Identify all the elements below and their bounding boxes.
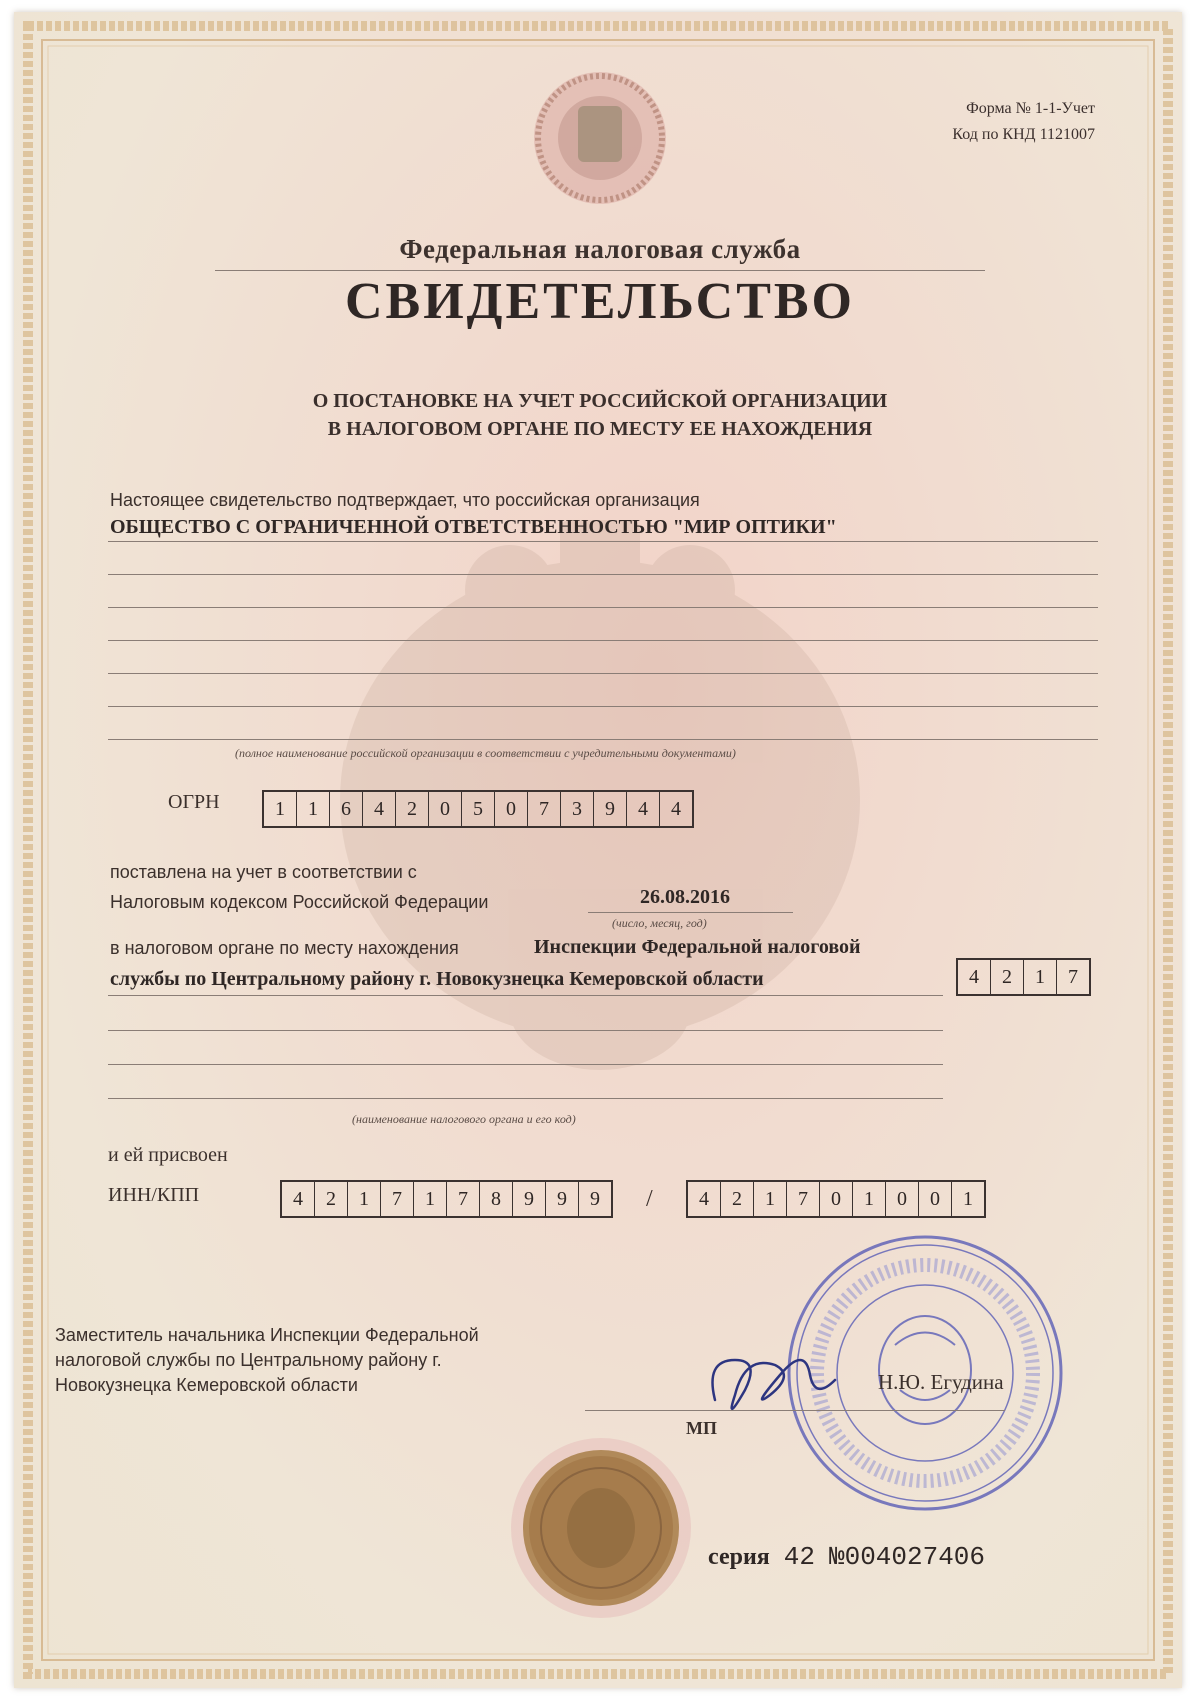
kpp-digit: 0 <box>820 1182 853 1216</box>
series-label: серия <box>708 1544 770 1570</box>
signatory-position-line-2: налоговой службы по Центральному району г. <box>55 1350 442 1370</box>
inn-digit: 9 <box>513 1182 546 1216</box>
tax-code-digit: 4 <box>958 960 991 994</box>
inn-digit: 9 <box>546 1182 579 1216</box>
assigned-text: и ей присвоен <box>108 1144 228 1166</box>
kpp-digit: 4 <box>688 1182 721 1216</box>
document-title: СВИДЕТЕЛЬСТВО <box>344 273 856 330</box>
ogrn-digit: 5 <box>462 792 495 826</box>
organization-caption: (полное наименование российской организации в соответствии с учредительными документами) <box>235 746 736 760</box>
ogrn-digit: 1 <box>297 792 330 826</box>
form-number: Форма № 1-1-Учет <box>966 100 1095 117</box>
tax-authority-prefix: в налоговом органе по месту нахождения <box>110 938 459 958</box>
tax-authority-name-line-1: Инспекции Федеральной налоговой <box>534 936 861 958</box>
org-line-7 <box>108 739 1098 740</box>
inn-kpp-label: ИНН/КПП <box>108 1184 200 1206</box>
signatory-name: Н.Ю. Егудина <box>878 1370 1004 1394</box>
date-caption: (число, месяц, год) <box>612 916 707 930</box>
inn-digit: 9 <box>590 1187 600 1210</box>
org-line-5 <box>108 673 1098 674</box>
tax-authority-caption: (наименование налогового органа и его код) <box>352 1112 576 1126</box>
gold-seal-icon <box>511 1438 691 1618</box>
series-row <box>708 1542 985 1572</box>
inn-digits <box>280 1180 613 1218</box>
kpp-digit: 1 <box>754 1182 787 1216</box>
inn-digit: 8 <box>480 1182 513 1216</box>
ogrn-digit: 4 <box>363 792 396 826</box>
kpp-digit: 2 <box>721 1182 754 1216</box>
signature-line <box>585 1410 1005 1411</box>
signatory-position-line-1: Заместитель начальника Инспекции Федеральной <box>55 1325 479 1345</box>
tax-line-4 <box>108 1098 943 1099</box>
ogrn-label: ОГРН <box>168 791 220 813</box>
ogrn-digit: 6 <box>330 792 363 826</box>
inn-digit: 1 <box>414 1182 447 1216</box>
kpp-digit: 0 <box>886 1182 919 1216</box>
registration-line-1: поставлена на учет в соответствии с <box>110 862 417 882</box>
ogrn-digits <box>262 790 694 828</box>
tax-line-1 <box>108 995 943 996</box>
ogrn-digit: 0 <box>429 792 462 826</box>
kpp-digits <box>686 1180 986 1218</box>
tax-line-2 <box>108 1030 943 1031</box>
inn-kpp-separator: / <box>646 1186 653 1212</box>
inn-digit: 7 <box>381 1182 414 1216</box>
kpp-digit: 0 <box>919 1182 952 1216</box>
subtitle-line-2: В НАЛОГОВОМ ОРГАНЕ ПО МЕСТУ ЕЕ НАХОЖДЕНИЯ <box>327 418 873 440</box>
series-number: 42 <box>783 1542 815 1572</box>
tax-authority-name-line-2: службы по Центральному району г. Новокузнецка Кемеровской области <box>110 968 764 990</box>
ogrn-digit: 2 <box>396 792 429 826</box>
tax-code-digit: 2 <box>991 960 1024 994</box>
kpp-digit: 1 <box>853 1182 886 1216</box>
inn-digit: 4 <box>282 1182 315 1216</box>
org-line-4 <box>108 640 1098 641</box>
tax-code-digit: 1 <box>1024 960 1057 994</box>
ogrn-digit: 7 <box>528 792 561 826</box>
registration-date: 26.08.2016 <box>640 886 730 908</box>
intro-text: Настоящее свидетельство подтверждает, что российская организация <box>110 490 700 510</box>
tax-code-digit: 7 <box>1068 965 1078 988</box>
inn-digit: 7 <box>447 1182 480 1216</box>
date-underline <box>588 912 793 913</box>
ogrn-digit: 4 <box>671 797 681 820</box>
kpp-digit: 1 <box>963 1187 973 1210</box>
ogrn-digit: 0 <box>495 792 528 826</box>
kpp-digit: 7 <box>787 1182 820 1216</box>
seal-placement-label: МП <box>686 1418 717 1438</box>
organization-name: ОБЩЕСТВО С ОГРАНИЧЕННОЙ ОТВЕТСТВЕННОСТЬЮ "МИР ОПТИКИ" <box>110 516 837 538</box>
org-line-6 <box>108 706 1098 707</box>
inn-digit: 1 <box>348 1182 381 1216</box>
org-line-1 <box>108 541 1098 542</box>
knd-code: Код по КНД 1121007 <box>952 126 1095 143</box>
ogrn-digit: 4 <box>627 792 660 826</box>
tax-line-3 <box>108 1064 943 1065</box>
ogrn-digit: 3 <box>561 792 594 826</box>
document-number: №004027406 <box>828 1542 986 1572</box>
hologram-emblem-icon <box>534 72 666 204</box>
tax-authority-code-digits <box>956 958 1091 996</box>
ogrn-digit: 9 <box>594 792 627 826</box>
agency-name: Федеральная налоговая служба <box>399 234 801 264</box>
org-line-3 <box>108 607 1098 608</box>
inn-digit: 2 <box>315 1182 348 1216</box>
org-line-2 <box>108 574 1098 575</box>
subtitle-line-1: О ПОСТАНОВКЕ НА УЧЕТ РОССИЙСКОЙ ОРГАНИЗАЦИИ <box>312 390 888 412</box>
ogrn-digit: 1 <box>264 792 297 826</box>
agency-underline <box>215 270 985 271</box>
registration-line-2: Налоговым кодексом Российской Федерации <box>110 892 489 912</box>
signatory-position-line-3: Новокузнецка Кемеровской области <box>55 1375 358 1395</box>
